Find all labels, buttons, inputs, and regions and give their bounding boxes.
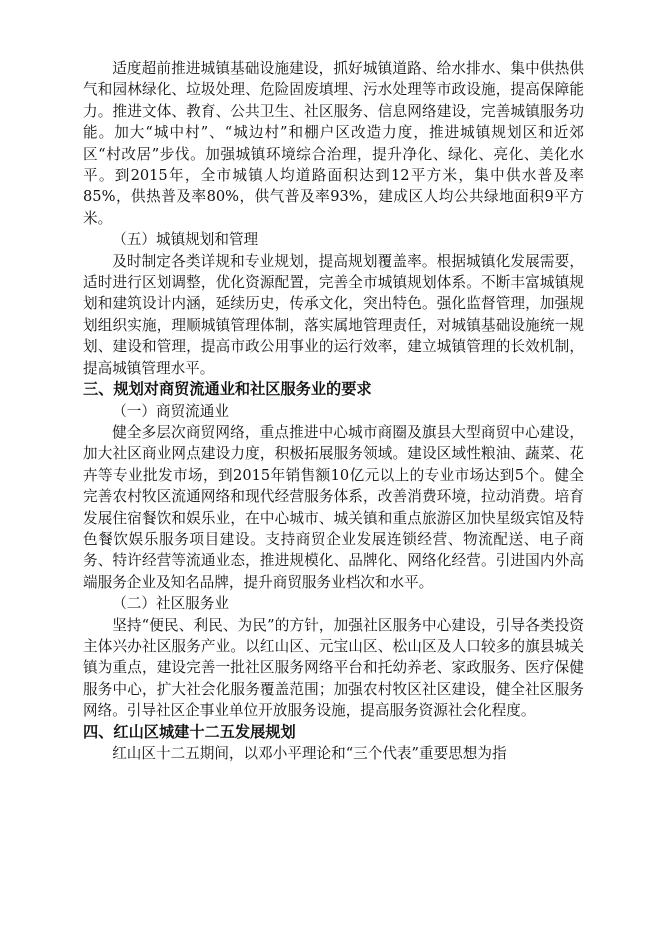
paragraph-infrastructure: 适度超前推进城镇基础设施建设，抓好城镇道路、给水排水、集中供热供气和园林绿化、垃圾处理、危险固废填埋、污水处理等市政设施，提高保障能力。推进文体、教育、公共卫生、社区服务、信息网络建设，完善城镇服务功能。加大“城中村”、“城边村”和棚户区改造力度，推进城镇规划区和近郊区“村改居”步伐。加强城镇环境综合治理，提升净化、绿化、亮化、美化水平。到2015年，全市城镇人均道路面积达到12平方米，集中供水普及率85%，供热普及率80%，供气普及率93%，建成区人均公共绿地面积9平方米。 (83, 60, 584, 227)
section-heading-3: 三、规划对商贸流通业和社区服务业的要求 (83, 380, 372, 399)
subheading-community-service: （二）社区服务业 (112, 595, 229, 613)
section-heading-4: 四、红山区城建十二五发展规划 (83, 722, 296, 741)
subheading-commerce: （一）商贸流通业 (112, 402, 229, 420)
paragraph-commerce: 健全多层次商贸网络，重点推进中心城市商圈及旗县大型商贸中心建设，加大社区商业网点建设力度，积极拓展服务领域。建设区域性粮油、蔬菜、花卉等专业批发市场，到2015年销售额10亿元以上的专业市场达到5个。健全完善农村牧区流通网络和现代经营服务体系，改善消费环境，拉动消费。培育发展住宿餐饮和娱乐业，在中心城市、城关镇和重点旅游区加快星级宾馆及特色餐饮娱乐服务项目建设。支持商贸企业发展连锁经营、物流配送、电子商务、特许经营等流通业态，推进规模化、品牌化、网络化经营。引进国内外高端服务企业及知名品牌，提升商贸服务业档次和水平。 (83, 423, 584, 591)
paragraph-hongshan-plan: 红山区十二五期间，以邓小平理论和“三个代表”重要思想为指 (112, 745, 507, 762)
paragraph-urban-planning: 及时制定各类详规和专业规划，提高规划覆盖率。根据城镇化发展需要，适时进行区划调整，优化资源配置，完善全市城镇规划体系。不断丰富城镇规划和建筑设计内涵，延续历史，传承文化，突出特色。强化监督管理，加强规划组织实施，理顺城镇管理体制，落实属地管理责任，对城镇基础设施统一规划、建设和管理，提高市政公用事业的运行效率，建立城镇管理的长效机制，提高城镇管理水平。 (83, 252, 584, 377)
paragraph-community-service: 坚持“便民、利民、为民”的方针，加强社区服务中心建设，引导各类投资主体兴办社区服务产业。以红山区、元宝山区、松山区及人口较多的旗县城关镇为重点，建设完善一批社区服务网络平台和托幼养老、家政服务、医疗保健服务中心，扩大社会化服务覆盖范围；加强农村牧区社区建设，健全社区服务网络。引导社区企事业单位开放服务设施，提高服务资源社会化程度。 (83, 616, 584, 720)
subheading-urban-planning: （五）城镇规划和管理 (112, 231, 259, 249)
